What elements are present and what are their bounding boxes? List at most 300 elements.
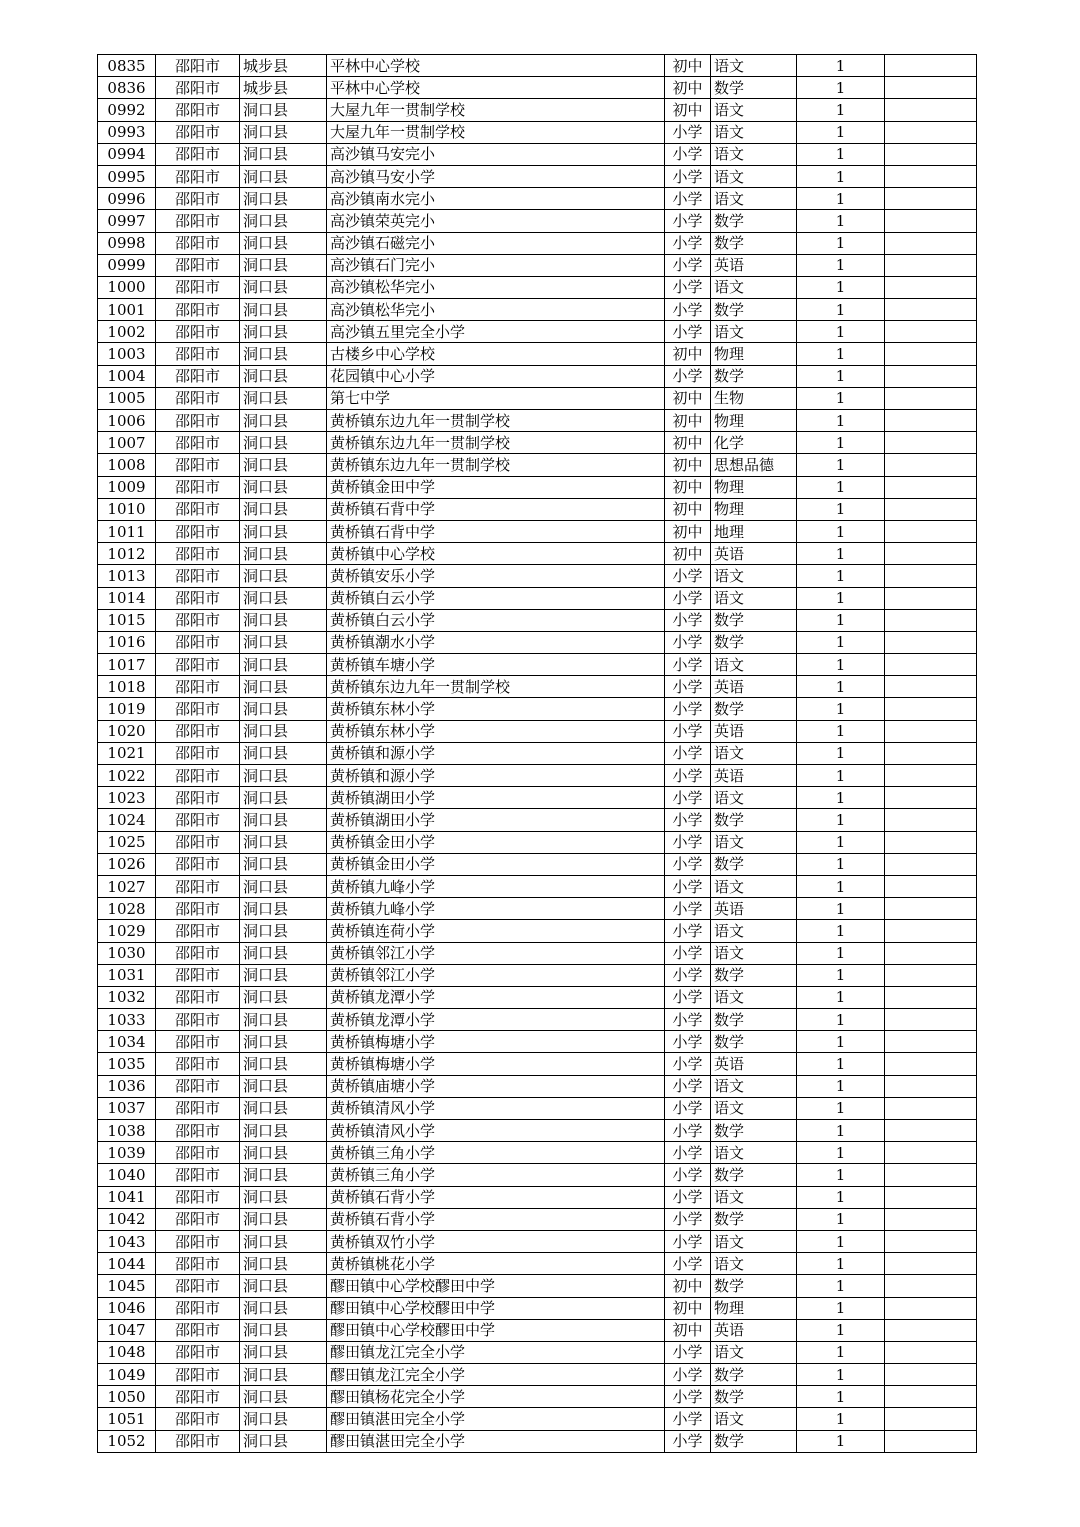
cell-level: 初中 [665, 410, 711, 432]
cell-city: 邵阳市 [156, 875, 240, 897]
cell-note [885, 609, 977, 631]
cell-code: 1052 [98, 1430, 156, 1452]
cell-subject: 英语 [711, 720, 797, 742]
cell-county: 洞口县 [240, 942, 327, 964]
cell-city: 邵阳市 [156, 55, 240, 77]
cell-level: 小学 [665, 1230, 711, 1252]
cell-note [885, 898, 977, 920]
cell-count: 1 [797, 609, 885, 631]
cell-subject: 数学 [711, 853, 797, 875]
cell-count: 1 [797, 853, 885, 875]
cell-note [885, 986, 977, 1008]
cell-school: 黄桥镇三角小学 [327, 1142, 665, 1164]
cell-note [885, 676, 977, 698]
table-row [98, 498, 977, 520]
cell-count: 1 [797, 343, 885, 365]
cell-subject: 数学 [711, 698, 797, 720]
cell-county: 洞口县 [240, 543, 327, 565]
cell-school: 黄桥镇清风小学 [327, 1120, 665, 1142]
cell-level: 小学 [665, 698, 711, 720]
cell-count: 1 [797, 986, 885, 1008]
cell-county: 洞口县 [240, 365, 327, 387]
cell-level: 小学 [665, 1164, 711, 1186]
cell-level: 初中 [665, 55, 711, 77]
cell-code: 1006 [98, 410, 156, 432]
cell-count: 1 [797, 1364, 885, 1386]
cell-level: 小学 [665, 1386, 711, 1408]
cell-city: 邵阳市 [156, 698, 240, 720]
cell-city: 邵阳市 [156, 920, 240, 942]
cell-county: 洞口县 [240, 587, 327, 609]
cell-city: 邵阳市 [156, 343, 240, 365]
cell-count: 1 [797, 77, 885, 99]
cell-code: 1032 [98, 986, 156, 1008]
cell-level: 小学 [665, 1120, 711, 1142]
cell-count: 1 [797, 232, 885, 254]
cell-note [885, 232, 977, 254]
table-row [98, 299, 977, 321]
cell-level: 初中 [665, 387, 711, 409]
cell-count: 1 [797, 565, 885, 587]
cell-school: 黄桥镇梅塘小学 [327, 1053, 665, 1075]
cell-count: 1 [797, 254, 885, 276]
cell-count: 1 [797, 210, 885, 232]
cell-city: 邵阳市 [156, 1097, 240, 1119]
cell-code: 1003 [98, 343, 156, 365]
cell-county: 城步县 [240, 77, 327, 99]
cell-county: 洞口县 [240, 387, 327, 409]
table-row [98, 942, 977, 964]
table-row [98, 210, 977, 232]
cell-note [885, 1230, 977, 1252]
cell-subject: 数学 [711, 299, 797, 321]
cell-subject: 语文 [711, 188, 797, 210]
cell-school: 醪田镇中心学校醪田中学 [327, 1319, 665, 1341]
cell-count: 1 [797, 631, 885, 653]
table-row [98, 565, 977, 587]
cell-county: 洞口县 [240, 565, 327, 587]
cell-city: 邵阳市 [156, 1408, 240, 1430]
cell-level: 初中 [665, 343, 711, 365]
cell-code: 1050 [98, 1386, 156, 1408]
cell-level: 小学 [665, 143, 711, 165]
table-row [98, 1142, 977, 1164]
cell-school: 高沙镇松华完小 [327, 299, 665, 321]
table-row [98, 676, 977, 698]
cell-code: 1034 [98, 1031, 156, 1053]
table-row [98, 787, 977, 809]
table-row [98, 365, 977, 387]
cell-code: 1010 [98, 498, 156, 520]
cell-city: 邵阳市 [156, 587, 240, 609]
cell-note [885, 1341, 977, 1363]
cell-city: 邵阳市 [156, 1319, 240, 1341]
cell-city: 邵阳市 [156, 631, 240, 653]
cell-county: 洞口县 [240, 254, 327, 276]
table-row [98, 343, 977, 365]
cell-subject: 语文 [711, 143, 797, 165]
cell-county: 洞口县 [240, 1408, 327, 1430]
cell-school: 平林中心学校 [327, 77, 665, 99]
cell-school: 黄桥镇和源小学 [327, 765, 665, 787]
cell-city: 邵阳市 [156, 1075, 240, 1097]
cell-level: 小学 [665, 986, 711, 1008]
cell-code: 0998 [98, 232, 156, 254]
cell-level: 小学 [665, 742, 711, 764]
table-row [98, 1319, 977, 1341]
cell-note [885, 476, 977, 498]
cell-school: 黄桥镇连荷小学 [327, 920, 665, 942]
cell-count: 1 [797, 299, 885, 321]
cell-level: 小学 [665, 875, 711, 897]
cell-note [885, 720, 977, 742]
cell-level: 小学 [665, 964, 711, 986]
cell-code: 1007 [98, 432, 156, 454]
cell-level: 小学 [665, 809, 711, 831]
cell-subject: 数学 [711, 365, 797, 387]
cell-subject: 物理 [711, 498, 797, 520]
cell-school: 黄桥镇和源小学 [327, 742, 665, 764]
table-row [98, 1275, 977, 1297]
table-row [98, 654, 977, 676]
table-row [98, 476, 977, 498]
cell-code: 1035 [98, 1053, 156, 1075]
cell-school: 高沙镇石磁完小 [327, 232, 665, 254]
cell-city: 邵阳市 [156, 809, 240, 831]
cell-school: 黄桥镇车塘小学 [327, 654, 665, 676]
cell-subject: 英语 [711, 543, 797, 565]
cell-school: 大屋九年一贯制学校 [327, 99, 665, 121]
cell-count: 1 [797, 1208, 885, 1230]
cell-county: 洞口县 [240, 498, 327, 520]
cell-code: 1042 [98, 1208, 156, 1230]
cell-school: 黄桥镇双竹小学 [327, 1230, 665, 1252]
cell-code: 0835 [98, 55, 156, 77]
cell-code: 1040 [98, 1164, 156, 1186]
cell-subject: 语文 [711, 587, 797, 609]
table-row [98, 875, 977, 897]
cell-city: 邵阳市 [156, 454, 240, 476]
cell-county: 洞口县 [240, 343, 327, 365]
cell-school: 黄桥镇邻江小学 [327, 964, 665, 986]
cell-note [885, 165, 977, 187]
cell-subject: 数学 [711, 210, 797, 232]
table-row [98, 809, 977, 831]
cell-subject: 数学 [711, 1364, 797, 1386]
cell-school: 黄桥镇九峰小学 [327, 898, 665, 920]
cell-count: 1 [797, 920, 885, 942]
cell-note [885, 254, 977, 276]
cell-note [885, 454, 977, 476]
cell-count: 1 [797, 1075, 885, 1097]
table-row [98, 742, 977, 764]
cell-level: 初中 [665, 432, 711, 454]
cell-count: 1 [797, 698, 885, 720]
table-row [98, 254, 977, 276]
cell-school: 黄桥镇龙潭小学 [327, 986, 665, 1008]
cell-subject: 数学 [711, 609, 797, 631]
cell-code: 1046 [98, 1297, 156, 1319]
cell-county: 洞口县 [240, 276, 327, 298]
cell-city: 邵阳市 [156, 276, 240, 298]
cell-count: 1 [797, 99, 885, 121]
cell-code: 1033 [98, 1009, 156, 1031]
cell-county: 洞口县 [240, 210, 327, 232]
cell-school: 黄桥镇东边九年一贯制学校 [327, 454, 665, 476]
cell-level: 小学 [665, 787, 711, 809]
cell-subject: 数学 [711, 1031, 797, 1053]
cell-subject: 数学 [711, 1208, 797, 1230]
cell-count: 1 [797, 787, 885, 809]
cell-count: 1 [797, 1253, 885, 1275]
cell-count: 1 [797, 476, 885, 498]
cell-city: 邵阳市 [156, 1031, 240, 1053]
cell-county: 洞口县 [240, 875, 327, 897]
table-row [98, 321, 977, 343]
table-row [98, 609, 977, 631]
cell-city: 邵阳市 [156, 1208, 240, 1230]
cell-note [885, 809, 977, 831]
cell-subject: 英语 [711, 898, 797, 920]
cell-count: 1 [797, 1120, 885, 1142]
cell-code: 0995 [98, 165, 156, 187]
cell-note [885, 1075, 977, 1097]
cell-city: 邵阳市 [156, 1275, 240, 1297]
cell-school: 高沙镇马安完小 [327, 143, 665, 165]
table-row [98, 1186, 977, 1208]
cell-subject: 语文 [711, 1186, 797, 1208]
table-row [98, 121, 977, 143]
cell-count: 1 [797, 1053, 885, 1075]
cell-school: 黄桥镇白云小学 [327, 609, 665, 631]
cell-count: 1 [797, 720, 885, 742]
cell-subject: 数学 [711, 1386, 797, 1408]
cell-count: 1 [797, 964, 885, 986]
cell-level: 小学 [665, 898, 711, 920]
table-row [98, 1364, 977, 1386]
cell-city: 邵阳市 [156, 232, 240, 254]
cell-level: 初中 [665, 520, 711, 542]
cell-count: 1 [797, 942, 885, 964]
cell-county: 洞口县 [240, 1341, 327, 1363]
cell-city: 邵阳市 [156, 476, 240, 498]
cell-subject: 语文 [711, 276, 797, 298]
cell-county: 洞口县 [240, 1386, 327, 1408]
cell-county: 洞口县 [240, 1142, 327, 1164]
cell-level: 小学 [665, 299, 711, 321]
cell-code: 0992 [98, 99, 156, 121]
cell-note [885, 77, 977, 99]
cell-code: 1024 [98, 809, 156, 831]
cell-count: 1 [797, 410, 885, 432]
cell-city: 邵阳市 [156, 964, 240, 986]
cell-note [885, 321, 977, 343]
cell-city: 邵阳市 [156, 1341, 240, 1363]
cell-school: 黄桥镇潮水小学 [327, 631, 665, 653]
cell-level: 初中 [665, 1297, 711, 1319]
cell-county: 洞口县 [240, 1164, 327, 1186]
cell-county: 洞口县 [240, 787, 327, 809]
cell-code: 1018 [98, 676, 156, 698]
table-row [98, 587, 977, 609]
cell-subject: 英语 [711, 676, 797, 698]
positions-table [97, 54, 977, 1453]
cell-level: 小学 [665, 920, 711, 942]
cell-level: 小学 [665, 1031, 711, 1053]
cell-code: 1043 [98, 1230, 156, 1252]
cell-level: 小学 [665, 1341, 711, 1363]
cell-subject: 数学 [711, 1164, 797, 1186]
cell-county: 洞口县 [240, 1075, 327, 1097]
cell-school: 黄桥镇湖田小学 [327, 787, 665, 809]
cell-note [885, 1319, 977, 1341]
cell-level: 初中 [665, 476, 711, 498]
cell-county: 洞口县 [240, 1120, 327, 1142]
cell-count: 1 [797, 55, 885, 77]
cell-county: 洞口县 [240, 476, 327, 498]
cell-county: 洞口县 [240, 809, 327, 831]
cell-subject: 数学 [711, 1430, 797, 1452]
cell-count: 1 [797, 121, 885, 143]
cell-note [885, 1386, 977, 1408]
table-row [98, 387, 977, 409]
cell-note [885, 55, 977, 77]
cell-count: 1 [797, 1031, 885, 1053]
table-row [98, 1031, 977, 1053]
cell-county: 洞口县 [240, 853, 327, 875]
cell-note [885, 875, 977, 897]
cell-level: 小学 [665, 720, 711, 742]
cell-subject: 物理 [711, 1297, 797, 1319]
cell-county: 洞口县 [240, 299, 327, 321]
cell-note [885, 1297, 977, 1319]
cell-subject: 语文 [711, 942, 797, 964]
cell-county: 洞口县 [240, 986, 327, 1008]
cell-code: 1049 [98, 1364, 156, 1386]
cell-note [885, 188, 977, 210]
cell-count: 1 [797, 543, 885, 565]
cell-note [885, 1408, 977, 1430]
cell-note [885, 543, 977, 565]
cell-school: 醪田镇龙江完全小学 [327, 1341, 665, 1363]
cell-school: 黄桥镇金田小学 [327, 831, 665, 853]
cell-code: 1027 [98, 875, 156, 897]
table-row [98, 986, 977, 1008]
cell-level: 小学 [665, 676, 711, 698]
cell-count: 1 [797, 321, 885, 343]
cell-county: 洞口县 [240, 1297, 327, 1319]
cell-county: 洞口县 [240, 454, 327, 476]
cell-school: 醪田镇龙江完全小学 [327, 1364, 665, 1386]
table-row [98, 964, 977, 986]
cell-subject: 语文 [711, 121, 797, 143]
cell-county: 洞口县 [240, 143, 327, 165]
cell-note [885, 920, 977, 942]
cell-school: 黄桥镇桃花小学 [327, 1253, 665, 1275]
cell-school: 高沙镇石门完小 [327, 254, 665, 276]
cell-count: 1 [797, 365, 885, 387]
cell-subject: 语文 [711, 99, 797, 121]
cell-subject: 数学 [711, 1120, 797, 1142]
cell-code: 1021 [98, 742, 156, 764]
cell-city: 邵阳市 [156, 254, 240, 276]
cell-code: 1036 [98, 1075, 156, 1097]
cell-subject: 语文 [711, 875, 797, 897]
cell-code: 1020 [98, 720, 156, 742]
cell-level: 小学 [665, 1142, 711, 1164]
cell-city: 邵阳市 [156, 676, 240, 698]
cell-city: 邵阳市 [156, 1364, 240, 1386]
cell-subject: 语文 [711, 1408, 797, 1430]
table-row [98, 1230, 977, 1252]
cell-note [885, 1097, 977, 1119]
cell-city: 邵阳市 [156, 1186, 240, 1208]
cell-subject: 语文 [711, 1097, 797, 1119]
cell-subject: 语文 [711, 1230, 797, 1252]
cell-school: 第七中学 [327, 387, 665, 409]
cell-count: 1 [797, 1297, 885, 1319]
table-row [98, 1075, 977, 1097]
cell-count: 1 [797, 1408, 885, 1430]
cell-note [885, 520, 977, 542]
cell-note [885, 853, 977, 875]
cell-school: 黄桥镇东边九年一贯制学校 [327, 432, 665, 454]
cell-code: 1048 [98, 1341, 156, 1363]
table-row [98, 1253, 977, 1275]
cell-county: 洞口县 [240, 964, 327, 986]
cell-subject: 生物 [711, 387, 797, 409]
cell-level: 小学 [665, 565, 711, 587]
cell-city: 邵阳市 [156, 432, 240, 454]
cell-count: 1 [797, 1230, 885, 1252]
cell-code: 1009 [98, 476, 156, 498]
cell-note [885, 942, 977, 964]
cell-level: 小学 [665, 321, 711, 343]
cell-note [885, 432, 977, 454]
cell-count: 1 [797, 454, 885, 476]
cell-school: 醪田镇杨花完全小学 [327, 1386, 665, 1408]
table-row [98, 853, 977, 875]
cell-county: 洞口县 [240, 1275, 327, 1297]
cell-code: 1025 [98, 831, 156, 853]
cell-school: 黄桥镇东林小学 [327, 720, 665, 742]
cell-count: 1 [797, 1142, 885, 1164]
cell-city: 邵阳市 [156, 1009, 240, 1031]
cell-note [885, 831, 977, 853]
cell-school: 黄桥镇安乐小学 [327, 565, 665, 587]
cell-city: 邵阳市 [156, 498, 240, 520]
table-row [98, 1430, 977, 1452]
table-row [98, 55, 977, 77]
cell-subject: 语文 [711, 1253, 797, 1275]
cell-count: 1 [797, 276, 885, 298]
cell-school: 醪田镇湛田完全小学 [327, 1430, 665, 1452]
cell-note [885, 365, 977, 387]
cell-count: 1 [797, 387, 885, 409]
cell-level: 初中 [665, 454, 711, 476]
cell-level: 小学 [665, 765, 711, 787]
table-row [98, 276, 977, 298]
cell-school: 黄桥镇湖田小学 [327, 809, 665, 831]
table-row [98, 1120, 977, 1142]
cell-code: 1047 [98, 1319, 156, 1341]
cell-level: 小学 [665, 831, 711, 853]
cell-count: 1 [797, 498, 885, 520]
cell-subject: 物理 [711, 343, 797, 365]
cell-level: 小学 [665, 1430, 711, 1452]
cell-level: 小学 [665, 587, 711, 609]
cell-level: 小学 [665, 1364, 711, 1386]
